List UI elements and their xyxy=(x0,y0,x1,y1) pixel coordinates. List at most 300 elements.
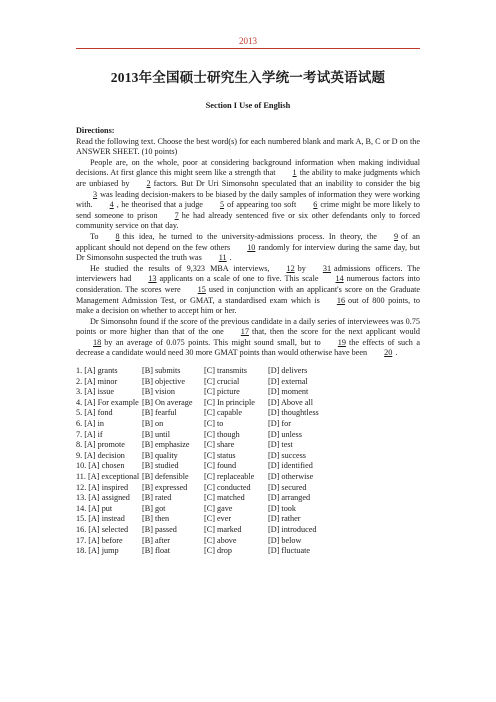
option-c xyxy=(204,472,268,483)
option-text: gave xyxy=(216,503,233,513)
option-marker: [D] xyxy=(268,419,282,429)
option-b xyxy=(142,461,204,472)
option-row xyxy=(76,398,420,409)
blank-number: 11 xyxy=(218,253,227,263)
option-marker: [C] xyxy=(204,514,217,524)
question-number: 8. xyxy=(76,440,83,450)
option-d xyxy=(268,461,338,472)
option-b xyxy=(142,514,204,525)
blank-number: 6 xyxy=(313,200,318,210)
option-marker: [A] xyxy=(88,482,102,492)
option-text: issue xyxy=(97,387,114,397)
option-marker: [C] xyxy=(204,440,217,450)
option-b xyxy=(142,366,204,377)
passage-paragraph xyxy=(76,264,420,317)
passage xyxy=(76,158,420,359)
option-marker: [B] xyxy=(142,450,155,460)
blank-number: 15 xyxy=(197,284,206,294)
option-d xyxy=(268,514,338,525)
option-text: test xyxy=(281,440,293,450)
passage-text: To xyxy=(90,231,99,241)
option-text: put xyxy=(101,503,113,513)
option-b xyxy=(142,493,204,504)
section-heading: Section I Use of English xyxy=(205,101,291,110)
blank-number: 20 xyxy=(384,348,393,358)
option-text: otherwise xyxy=(281,472,314,481)
option-marker: [D] xyxy=(268,376,282,386)
option-marker: [A] xyxy=(84,387,98,397)
header-year: 2013 xyxy=(239,36,257,46)
option-text: assigned xyxy=(101,493,130,503)
option-marker: [B] xyxy=(142,376,155,386)
option-text: got xyxy=(154,503,166,513)
option-text: Above all xyxy=(280,397,314,407)
option-text: selected xyxy=(101,524,129,534)
option-text: fluctuate xyxy=(281,546,311,556)
option-c xyxy=(204,451,268,462)
option-a xyxy=(76,546,142,557)
option-b xyxy=(142,483,204,494)
option-b xyxy=(142,430,204,441)
option-marker: [B] xyxy=(142,429,155,439)
option-text: crucial xyxy=(216,376,240,386)
passage-text: used in conjunction with an applicant's score on the Graduate Management Admission Test, or GMAT, a standardised exam which is xyxy=(76,284,420,305)
option-text: grants xyxy=(97,366,118,376)
option-a xyxy=(76,377,142,388)
question-number: 7. xyxy=(76,429,83,439)
option-marker: [B] xyxy=(142,440,155,450)
option-marker: [B] xyxy=(142,514,155,524)
option-row xyxy=(76,377,420,388)
option-marker: [D] xyxy=(268,482,282,492)
option-marker: [A] xyxy=(84,419,98,429)
blank-number: 7 xyxy=(174,210,179,220)
option-b xyxy=(142,504,204,515)
option-text: before xyxy=(101,535,123,545)
option-marker: [A] xyxy=(84,366,98,376)
option-text: after xyxy=(154,535,170,545)
option-d xyxy=(268,366,338,377)
option-text: for xyxy=(281,419,291,429)
options-list xyxy=(76,366,420,557)
option-row xyxy=(76,366,420,377)
option-text: expressed xyxy=(154,482,188,492)
option-row xyxy=(76,461,420,472)
question-number: 6. xyxy=(76,419,83,429)
option-marker: [C] xyxy=(204,482,217,492)
option-text: rated xyxy=(154,493,172,503)
option-text: emphasize xyxy=(154,440,190,450)
option-row xyxy=(76,504,420,515)
option-b xyxy=(142,408,204,419)
passage-text: out of 800 points, to make a decision on whether to accept him or her. xyxy=(76,295,420,316)
option-text: ever xyxy=(216,514,232,524)
option-marker: [B] xyxy=(142,366,155,376)
option-c xyxy=(204,430,268,441)
blank-number: 31 xyxy=(322,263,332,273)
option-c xyxy=(204,461,268,472)
option-a xyxy=(76,408,142,419)
question-number: 3. xyxy=(76,387,83,397)
passage-text: that, then the score for the next applicant would xyxy=(251,327,420,337)
option-text: promote xyxy=(97,440,125,450)
option-a xyxy=(76,525,142,536)
option-marker: [C] xyxy=(204,535,217,545)
question-number: 5. xyxy=(76,408,83,418)
option-row xyxy=(76,536,420,547)
option-row xyxy=(76,546,420,557)
blank-number: 10 xyxy=(247,242,256,252)
question-number: 18. xyxy=(76,546,87,556)
option-text: For example xyxy=(97,397,139,407)
option-marker: [B] xyxy=(142,482,155,492)
option-a xyxy=(76,430,142,441)
option-text: found xyxy=(216,461,237,471)
option-marker: [D] xyxy=(268,503,282,513)
option-text: capable xyxy=(216,408,242,418)
option-text: picture xyxy=(216,387,240,397)
option-marker: [A] xyxy=(84,440,98,450)
option-text: defensible xyxy=(154,472,189,481)
option-d xyxy=(268,387,338,398)
option-c xyxy=(204,440,268,451)
option-marker: [B] xyxy=(142,546,155,556)
option-marker: [A] xyxy=(84,397,98,407)
option-b xyxy=(142,387,204,398)
option-row xyxy=(76,525,420,536)
option-text: success xyxy=(281,450,306,460)
option-text: in xyxy=(97,419,104,429)
option-marker: [B] xyxy=(142,493,155,503)
option-marker: [C] xyxy=(204,376,217,386)
option-text: rather xyxy=(281,514,301,524)
passage-text: was leading decision-makers to be biased by the daily samples of information they were working with. xyxy=(76,189,420,210)
option-c xyxy=(204,493,268,504)
blank-number: 13 xyxy=(148,274,157,284)
option-d xyxy=(268,440,338,451)
directions-text: Read the following text. Choose the best word(s) for each numbered blank and mark A, B, C or D on the ANSWER SHEET. (10 points) xyxy=(76,136,420,157)
option-b xyxy=(142,546,204,557)
passage-text: by xyxy=(297,263,306,273)
option-row xyxy=(76,419,420,430)
option-row xyxy=(76,408,420,419)
option-a xyxy=(76,366,142,377)
question-number: 16. xyxy=(76,524,87,534)
option-marker: [D] xyxy=(268,440,282,450)
option-row xyxy=(76,387,420,398)
passage-text: the ability to make judgments which are unbiased by xyxy=(76,168,420,188)
option-marker: [A] xyxy=(84,429,98,439)
passage-text: by an average of 0.075 points. This might sound small, but to xyxy=(104,337,321,347)
option-c xyxy=(204,398,268,409)
option-text: instead xyxy=(101,514,125,524)
passage-text: he had already sentenced five or six other defendants only to forced community service on that day. xyxy=(76,210,420,231)
option-text: status xyxy=(216,450,236,460)
option-d xyxy=(268,408,338,419)
blank-number: 19 xyxy=(337,337,346,347)
option-c xyxy=(204,408,268,419)
option-row xyxy=(76,451,420,462)
option-marker: [D] xyxy=(268,450,282,460)
passage-text: admissions officers. The interviewers had xyxy=(76,263,420,284)
option-marker: [C] xyxy=(204,461,217,471)
option-b xyxy=(142,398,204,409)
option-marker: [C] xyxy=(204,429,217,439)
option-marker: [D] xyxy=(268,472,282,481)
option-text: took xyxy=(281,503,296,513)
passage-paragraph xyxy=(76,317,420,359)
option-text: submits xyxy=(154,366,181,376)
option-marker: [B] xyxy=(142,408,155,418)
option-a xyxy=(76,514,142,525)
option-b xyxy=(142,419,204,430)
blank-number: 1 xyxy=(292,168,297,178)
option-marker: [A] xyxy=(88,546,102,556)
option-text: passed xyxy=(154,524,177,534)
option-text: until xyxy=(154,429,170,439)
blank-number: 12 xyxy=(286,263,295,273)
option-d xyxy=(268,472,338,483)
passage-text: Dr Simonsohn found if the score of the previous candidate in a daily series of interviewees was 0.75 points or more higher than that of the one xyxy=(76,316,420,337)
option-c xyxy=(204,483,268,494)
blank-number: 16 xyxy=(336,295,346,305)
option-c xyxy=(204,525,268,536)
option-d xyxy=(268,504,338,515)
option-c xyxy=(204,514,268,525)
blank-number: 3 xyxy=(93,189,98,199)
option-text: replaceable xyxy=(216,472,255,481)
option-a xyxy=(76,398,142,409)
option-d xyxy=(268,525,338,536)
option-text: external xyxy=(281,376,308,386)
option-text: inspired xyxy=(101,482,129,492)
option-text: then xyxy=(154,514,170,524)
option-text: fond xyxy=(97,408,113,418)
option-marker: [D] xyxy=(268,387,282,397)
option-marker: [A] xyxy=(88,461,102,471)
option-marker: [A] xyxy=(87,472,102,481)
option-marker: [B] xyxy=(142,503,155,513)
option-b xyxy=(142,536,204,547)
option-marker: [C] xyxy=(204,472,217,481)
passage-text: . xyxy=(229,253,232,263)
option-c xyxy=(204,377,268,388)
option-marker: [D] xyxy=(268,535,282,545)
blank-number: 4 xyxy=(109,200,114,210)
option-a xyxy=(76,472,142,483)
question-number: 13. xyxy=(76,493,87,503)
option-marker: [D] xyxy=(268,408,282,418)
option-b xyxy=(142,440,204,451)
option-b xyxy=(142,525,204,536)
option-a xyxy=(76,451,142,462)
option-marker: [D] xyxy=(268,429,282,439)
option-a xyxy=(76,483,142,494)
option-a xyxy=(76,419,142,430)
option-row xyxy=(76,430,420,441)
option-c xyxy=(204,536,268,547)
question-number: 17. xyxy=(76,535,87,545)
passage-text: People are, on the whole, poor at considering background information when making individual decisions. At first glance this might seem like a strength that xyxy=(76,157,420,178)
option-marker: [C] xyxy=(204,387,217,397)
option-text: conducted xyxy=(216,482,251,492)
option-text: decision xyxy=(97,450,125,460)
option-a xyxy=(76,504,142,515)
document-body xyxy=(76,126,420,557)
option-text: vision xyxy=(154,387,175,397)
passage-text: the effects of such a decrease a candidate would need 30 more GMAT points than would otherwise have been xyxy=(76,337,420,358)
option-marker: [A] xyxy=(88,514,102,524)
option-text: fearful xyxy=(154,408,177,418)
option-marker: [A] xyxy=(88,524,102,534)
option-marker: [C] xyxy=(204,366,217,376)
option-marker: [C] xyxy=(204,524,217,534)
option-text: jump xyxy=(101,546,119,556)
passage-paragraph xyxy=(76,158,420,232)
option-row xyxy=(76,493,420,504)
option-text: unless xyxy=(281,429,302,439)
passage-text: applicants on a scale of one to five. This scale xyxy=(159,274,319,284)
option-marker: [A] xyxy=(88,503,102,513)
option-marker: [D] xyxy=(268,514,282,524)
option-marker: [C] xyxy=(204,450,217,460)
question-number: 10. xyxy=(76,461,87,471)
option-marker: [B] xyxy=(142,524,155,534)
option-marker: [D] xyxy=(268,461,282,471)
blank-number: 2 xyxy=(146,178,151,188)
question-number: 12. xyxy=(76,482,87,492)
option-text: float xyxy=(154,546,170,556)
option-marker: [B] xyxy=(142,461,155,471)
option-row xyxy=(76,440,420,451)
option-text: drop xyxy=(216,546,232,556)
option-marker: [A] xyxy=(88,535,102,545)
option-marker: [C] xyxy=(204,397,217,407)
passage-text: factors. But Dr Uri Simonsohn speculated that an inability to consider the big xyxy=(153,178,420,188)
question-number: 14. xyxy=(76,503,87,513)
option-marker: [B] xyxy=(142,397,155,407)
option-d xyxy=(268,483,338,494)
option-marker: [A] xyxy=(84,376,98,386)
option-marker: [A] xyxy=(84,408,98,418)
option-marker: [D] xyxy=(268,366,282,376)
passage-text: numerous factors into consideration. The scores were xyxy=(76,274,420,294)
passage-text: of an applicant should not depend on the few others xyxy=(76,231,420,252)
option-c xyxy=(204,366,268,377)
option-text: arranged xyxy=(281,493,311,503)
blank-number: 17 xyxy=(240,327,249,337)
option-text: exceptional xyxy=(101,472,140,481)
passage-text: of appearing too soft xyxy=(227,200,297,210)
option-marker: [B] xyxy=(142,419,155,429)
option-text: chosen xyxy=(101,461,125,471)
option-text: marked xyxy=(216,524,242,534)
option-text: quality xyxy=(154,450,178,460)
option-text: share xyxy=(216,440,235,450)
blank-number: 8 xyxy=(115,231,120,241)
option-text: though xyxy=(216,429,240,439)
option-b xyxy=(142,451,204,462)
option-text: above xyxy=(216,535,237,545)
option-text: studied xyxy=(154,461,179,471)
passage-text: this idea, he turned to the university-admissions process. In theory, the xyxy=(122,231,377,241)
option-d xyxy=(268,419,338,430)
option-marker: [D] xyxy=(268,397,281,407)
option-a xyxy=(76,536,142,547)
option-text: if xyxy=(97,429,103,439)
question-number: 9. xyxy=(76,450,83,460)
option-text: identified xyxy=(281,461,313,471)
option-marker: [C] xyxy=(204,503,217,513)
option-d xyxy=(268,430,338,441)
option-text: to xyxy=(216,419,224,429)
option-marker: [D] xyxy=(268,493,282,503)
option-marker: [C] xyxy=(204,493,217,503)
option-row xyxy=(76,483,420,494)
option-d xyxy=(268,398,338,409)
option-d xyxy=(268,377,338,388)
option-marker: [C] xyxy=(204,419,217,429)
option-d xyxy=(268,493,338,504)
option-marker: [A] xyxy=(88,493,102,503)
option-d xyxy=(268,546,338,557)
option-row xyxy=(76,472,420,483)
option-d xyxy=(268,451,338,462)
option-text: moment xyxy=(281,387,309,397)
option-c xyxy=(204,504,268,515)
option-row xyxy=(76,514,420,525)
option-marker: [D] xyxy=(268,524,282,534)
option-marker: [A] xyxy=(84,450,98,460)
question-number: 4. xyxy=(76,397,83,407)
question-number: 2. xyxy=(76,376,83,386)
header-rule xyxy=(76,48,420,49)
option-text: minor xyxy=(97,376,118,386)
option-marker: [B] xyxy=(142,387,155,397)
option-text: below xyxy=(281,535,302,545)
question-number: 15. xyxy=(76,514,87,524)
passage-text: . xyxy=(395,348,398,358)
blank-number: 5 xyxy=(219,200,225,210)
question-number: 1. xyxy=(76,366,83,376)
option-b xyxy=(142,472,204,483)
passage-text: randomly for interview during the same day, but Dr Simonsohn suspected the truth was xyxy=(76,242,420,263)
option-c xyxy=(204,419,268,430)
blank-number: 18 xyxy=(93,337,102,347)
option-c xyxy=(204,387,268,398)
option-marker: [D] xyxy=(268,546,282,556)
option-text: transmits xyxy=(216,366,247,376)
option-text: thoughtless xyxy=(281,408,319,418)
passage-paragraph xyxy=(76,232,420,264)
option-text: In principle xyxy=(216,397,255,407)
option-a xyxy=(76,461,142,472)
blank-number: 14 xyxy=(335,274,344,284)
option-marker: [C] xyxy=(204,546,217,556)
option-text: on xyxy=(154,419,164,429)
option-marker: [B] xyxy=(142,535,155,545)
option-text: secured xyxy=(281,482,307,492)
option-c xyxy=(204,546,268,557)
option-d xyxy=(268,536,338,547)
option-a xyxy=(76,387,142,398)
option-text: matched xyxy=(216,493,245,503)
passage-text: He studied the results of 9,323 MBA interviews, xyxy=(90,263,270,273)
option-text: objective xyxy=(154,376,185,386)
page-title: 2013年全国硕士研究生入学统一考试英语试题 xyxy=(110,70,386,85)
passage-text: crime might be more likely to send someone to prison xyxy=(76,200,421,220)
option-text: delivers xyxy=(281,366,308,376)
